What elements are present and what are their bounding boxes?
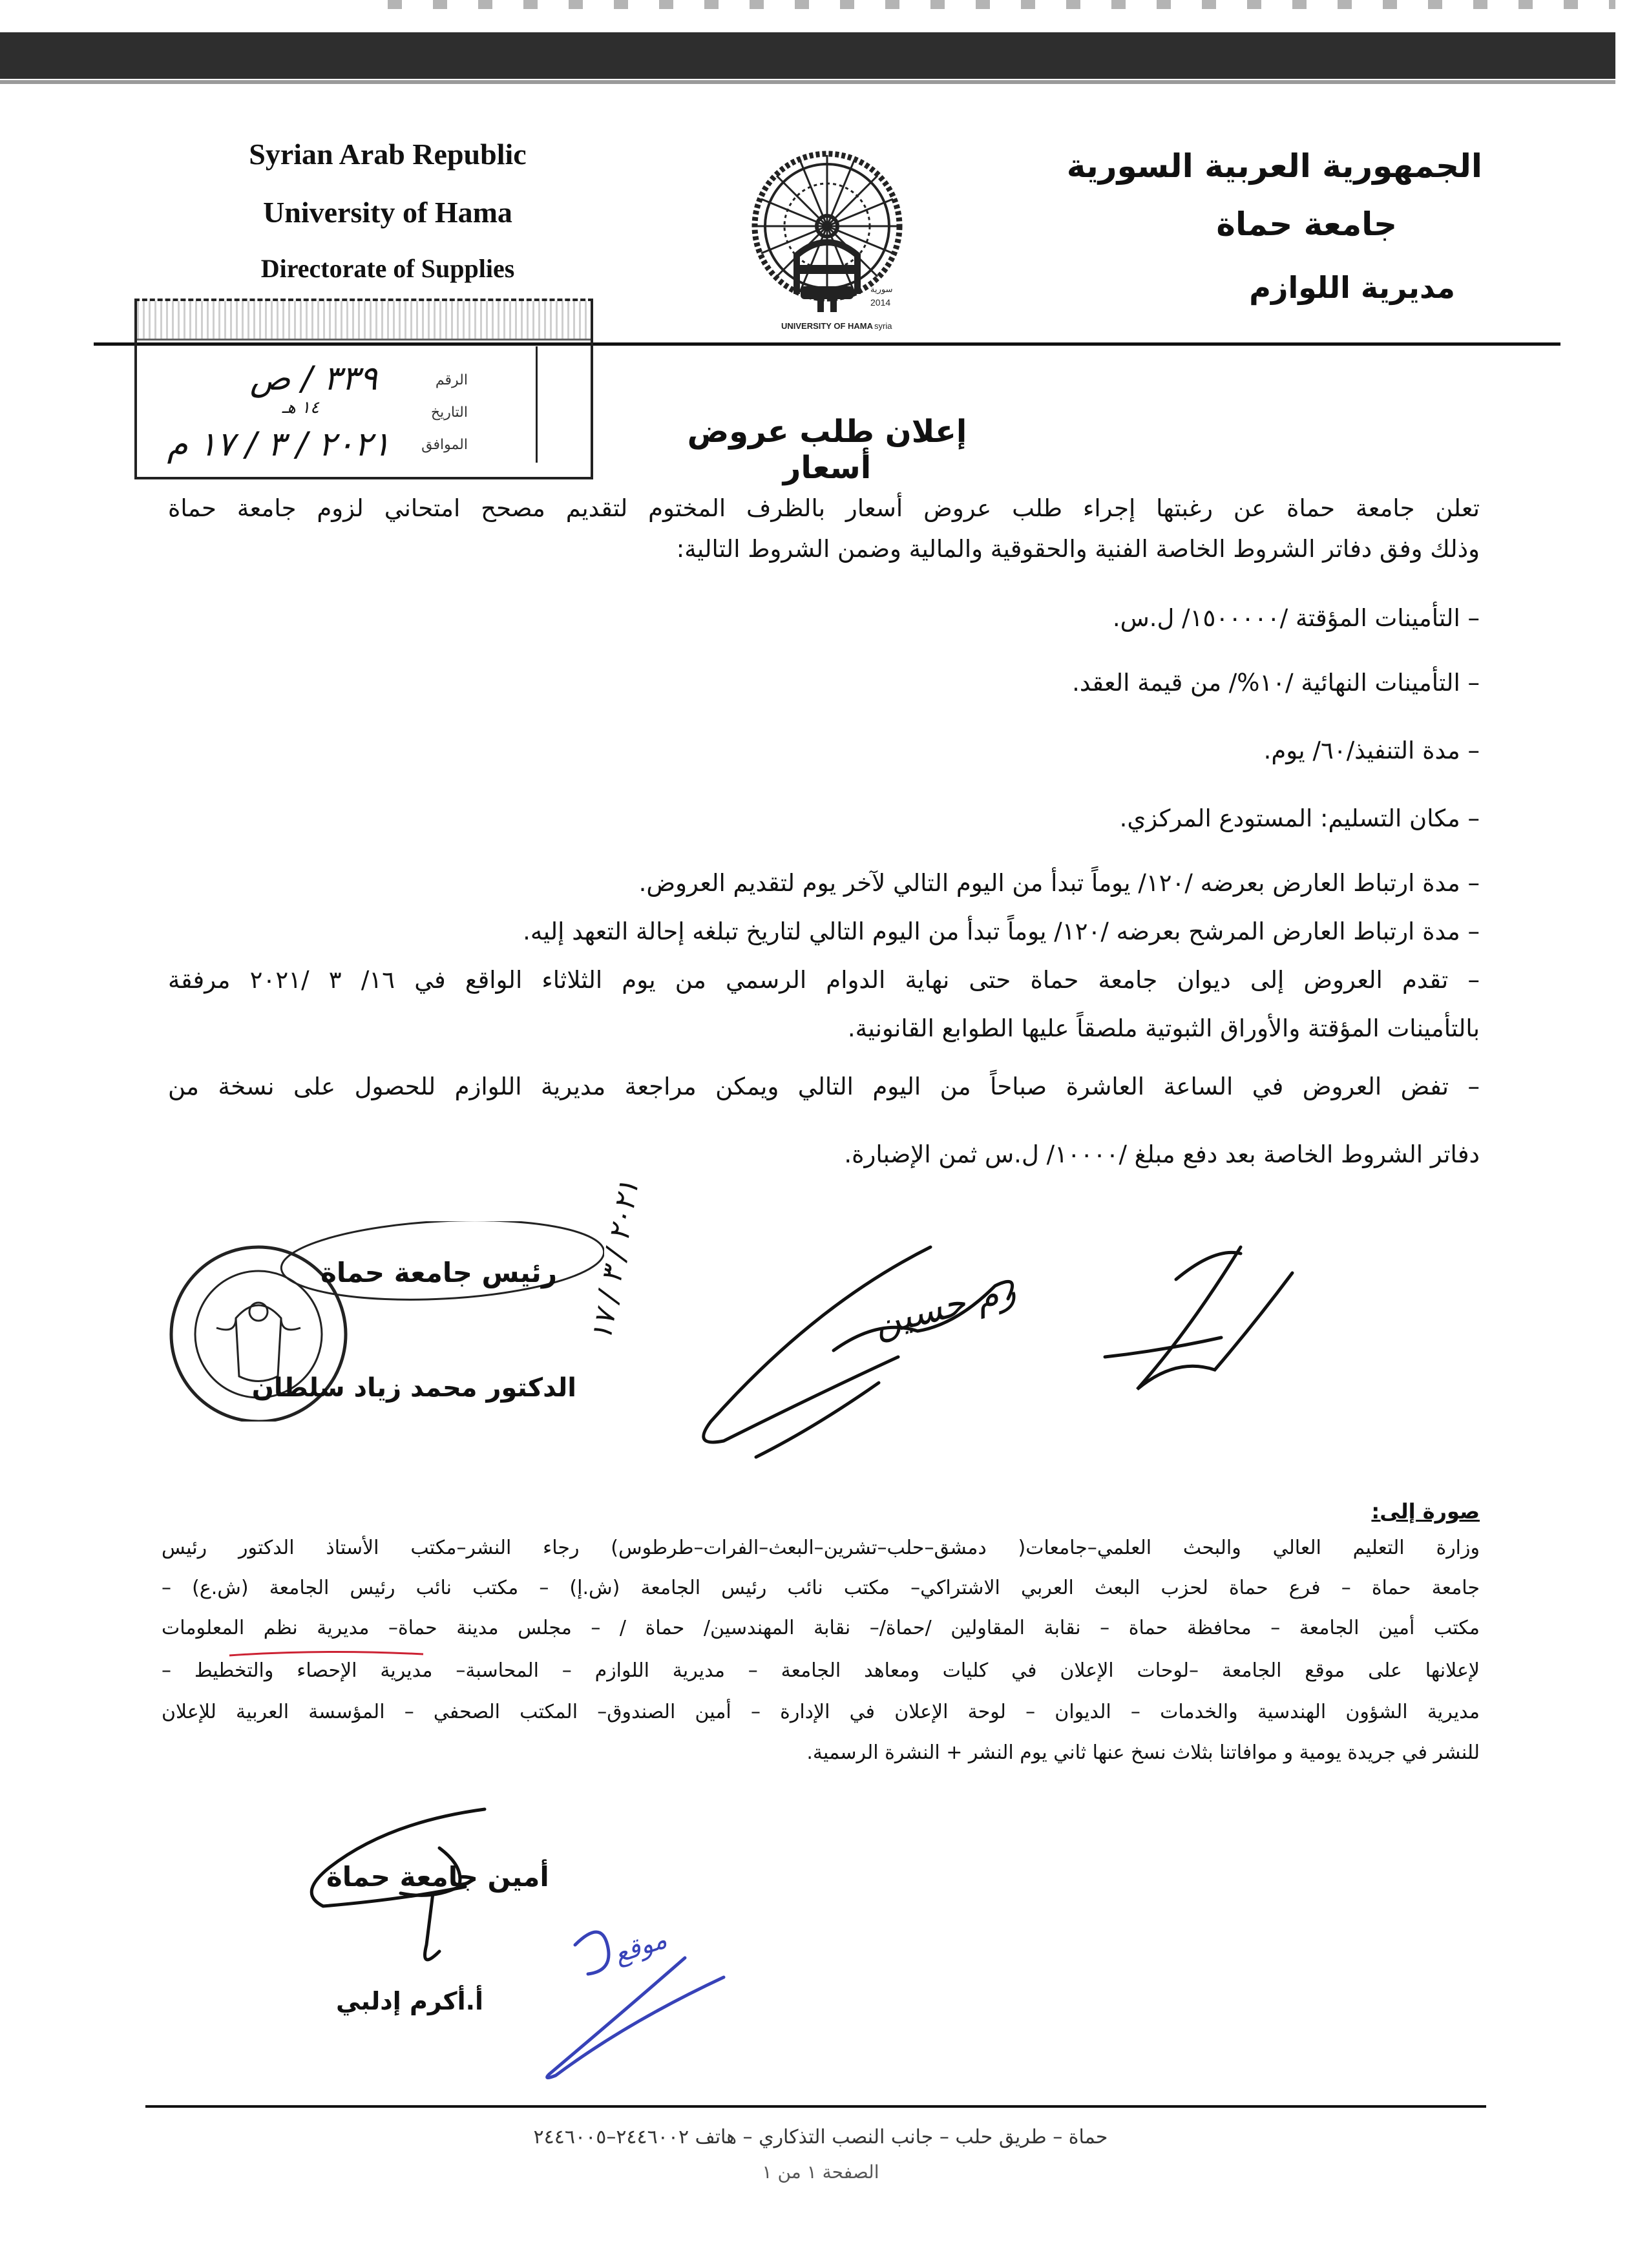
submission-line-1: – تقدم العروض إلى ديوان جامعة حماة حتى نهاية الدوام الرسمي من يوم الثلاثاء الواقع في ١٦/ ٣ /٢٠٢١ مرفقة [168,966,1480,994]
stamp-date-handwritten: ٢٠٢١ / ٣ / ١٧ م [167,425,390,464]
logo-university-name: UNIVERSITY OF HAMA [781,321,874,331]
stamp-header-strip [137,301,591,341]
stamp-label-gregorian: الموافق [421,437,468,453]
footer-rule [145,2105,1486,2108]
blue-initials-text: موقع [610,1924,671,1969]
cc-line-1: وزارة التعليم العالي والبحث العلمي–جامعات( دمشق–حلب–تشرين–البعث–الفرات–طرطوس) رجاء النشر–مكتب الأستاذ الدكتور رئيس [162,1537,1480,1559]
intro-line-1: تعلن جامعة حماة عن رغبتها إجراء طلب عروض أسعار بالظرف المختوم لتقديم مصحح امتحاني لزوم جامعة حماة [168,494,1480,522]
logo-arabic-text [462,132,465,133]
letterhead-en-directorate: Directorate of Supplies [260,254,515,283]
cc-line-5: مديرية الشؤون الهندسية والخدمات – الديوان – لوحة الإعلان في الإدارة – أمين الصندوق– المكتب الصحفي – المؤسسة العربية للإعلان [162,1701,1480,1723]
footer-address: حماة – طريق حلب – جانب النصب التذكاري – هاتف ٢٤٤٦٠٠٢–٢٤٤٦٠٠٥ [533,2126,1108,2148]
letterhead-en-university: University of Hama [263,196,512,229]
condition-nominee-validity: – مدة ارتباط العارض المرشح بعرضه /١٢٠/ يوماً تبدأ من اليوم التالي لتاريخ تبلغه إحالة التعهد إليه. [523,918,1480,945]
secretary-signature [271,1796,517,1984]
reference-stamp [134,299,593,479]
document-title: إعلان طلب عروض أسعار [687,414,967,486]
footer-page-number: الصفحة ١ من ١ [762,2161,879,2183]
ferris-wheel-logo-icon [720,132,934,346]
president-signature [685,1228,1370,1473]
secretary-scribble-icon [271,1796,517,1984]
cc-line-3: مكتب أمين الجامعة – محافظة حماة – نقابة المقاولين /حماة/– نقابة المهندسين/ حماة / – مجلس مدينة حماة– مديرية نظم المعلومات [162,1617,1480,1639]
president-title: رئيس جامعة حماة [320,1257,557,1288]
submission-line-2: بالتأمينات المؤقتة والأوراق الثبوتية ملصقاً عليها الطوابع القانونية. [847,1014,1480,1042]
logo-country-ar: سورية [870,285,893,295]
cc-line-6: للنشر في جريدة يومية و موافاتنا بثلاث نسخ عنها ثاني يوم النشر + النشرة الرسمية. [806,1741,1480,1764]
stamp-side-column [536,346,583,463]
logo-country: syria [874,321,892,331]
logo-year: 2014 [870,297,891,308]
condition-delivery-place: – مكان التسليم: المستودع المركزي. [1119,804,1480,832]
cc-line-4: لإعلانها على موقع الجامعة –لوحات الإعلان في كليات ومعاهد الجامعة – مديرية اللوازم – المحاسبة– مديرية الإحصاء والتخطيط – [162,1659,1480,1682]
university-logo [720,132,934,346]
condition-execution-period: – مدة التنفيذ/٦٠/ يوم. [1263,737,1480,764]
secretary-title: أمين جامعة حماة [326,1861,549,1893]
condition-temporary-insurance: – التأمينات المؤقتة /١٥٠٠٠٠٠/ ل.س. [1112,604,1480,632]
red-underline-mark [226,1648,426,1661]
letterhead-en-country: Syrian Arab Republic [249,138,527,171]
handwritten-date: ٢٠٢١ / ٣ / ١٧ [585,1177,646,1343]
letterhead-ar-directorate: مديرية اللوازم [1249,270,1455,305]
stamp-label-number: الرقم [435,372,468,388]
opening-line-2: دفاتر الشروط الخاصة بعد دفع مبلغ /١٠٠٠٠/ ل.س ثمن الإضبارة. [844,1140,1480,1168]
scan-band-edge [0,80,1615,84]
stamp-label-date: التاريخ [430,404,468,421]
cc-heading: صورة إلى: [1371,1499,1480,1524]
letterhead-ar-university: جامعة حماة [1216,205,1397,243]
opening-line-1: – تفض العروض في الساعة العاشرة صباحاً من اليوم التالي ويمكن مراجعة مديرية اللوازم للحصول على نسخة من [168,1073,1480,1100]
condition-offer-validity: – مدة ارتباط العارض بعرضه /١٢٠/ يوماً تبدأ من اليوم التالي لآخر يوم لتقديم العروض. [638,869,1480,897]
president-name: الدكتور محمد زياد سلطان [251,1373,576,1403]
condition-final-insurance: – التأمينات النهائية /١٠%/ من قيمة العقد. [1072,669,1480,697]
signature-scribble-icon [685,1228,1370,1473]
scan-artifact [388,0,1615,9]
letterhead-ar-country: الجمهورية العربية السورية [1066,147,1482,185]
cc-line-2: جامعة حماة – فرع حماة لحزب البعث العربي الاشتراكي– مكتب نائب رئيس الجامعة (ش.إ) – مكتب نائب رئيس الجامعة (ش.ع) – [162,1577,1480,1599]
secretary-name: أ.أكرم إدلبي [336,1987,484,2015]
blue-initials [530,1906,737,2087]
stamp-hijri-date: ١٤ هـ [282,398,319,417]
scan-dark-band [0,32,1615,79]
stamp-number-handwritten: ٣٣٩ / ص [249,359,377,398]
intro-line-2: وذلك وفق دفاتر الشروط الخاصة الفنية والحقوقية والمالية وضمن الشروط التالية: [676,535,1480,563]
handwritten-signature-text: رم حسين [869,1268,1020,1345]
